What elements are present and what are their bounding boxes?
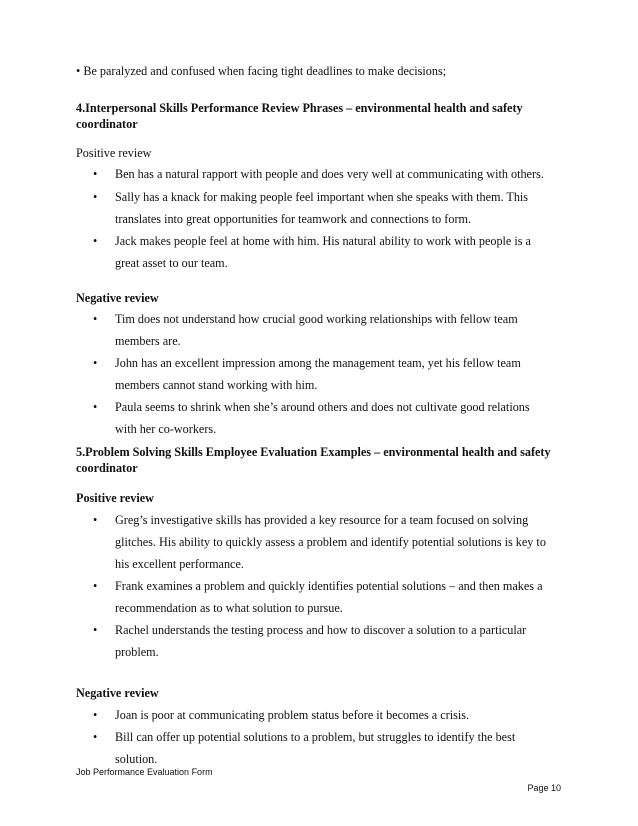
section-5-positive-label: Positive review bbox=[76, 491, 154, 505]
bullet-icon: • bbox=[93, 730, 98, 744]
bullet-icon: • bbox=[93, 356, 98, 370]
list-item-cont: glitches. His ability to quickly assess a problem and identify potential solutions is key to bbox=[115, 535, 546, 549]
list-item: Paula seems to shrink when she’s around others and does not cultivate good relations bbox=[115, 400, 530, 414]
section-5-heading-cont: coordinator bbox=[76, 461, 138, 475]
bullet-icon: • bbox=[93, 234, 98, 248]
list-item: Greg’s investigative skills has provided a key resource for a team focused on solving bbox=[115, 513, 529, 527]
list-item: Jack makes people feel at home with him. His natural ability to work with people is a bbox=[115, 234, 531, 248]
bullet-icon: • bbox=[93, 167, 98, 181]
list-item: Ben has a natural rapport with people and does very well at communicating with others. bbox=[115, 167, 544, 181]
list-item: Sally has a knack for making people feel important when she speaks with them. This bbox=[115, 190, 529, 204]
bullet-icon: • bbox=[93, 513, 98, 527]
bullet-icon: • bbox=[93, 708, 98, 722]
section-4-negative-label: Negative review bbox=[76, 291, 159, 305]
section-4-heading: 4.Interpersonal Skills Performance Review Phrases – environmental health and safety bbox=[76, 101, 523, 115]
list-item: Frank examines a problem and quickly identifies potential solutions – and then makes a bbox=[115, 579, 543, 593]
intro-bullet: • Be paralyzed and confused when facing tight deadlines to make decisions; bbox=[76, 64, 447, 78]
bullet-icon: • bbox=[93, 190, 98, 204]
bullet-icon: • bbox=[93, 312, 98, 326]
footer-title: Job Performance Evaluation Form bbox=[76, 767, 213, 777]
section-5-negative-label: Negative review bbox=[76, 686, 159, 700]
list-item: Rachel understands the testing process and how to discover a solution to a particular bbox=[115, 623, 527, 637]
list-item: John has an excellent impression among the management team, yet his fellow team bbox=[115, 356, 521, 370]
section-5-heading: 5.Problem Solving Skills Employee Evaluation Examples – environmental health and safety bbox=[76, 445, 551, 459]
page-number: Page 10 bbox=[527, 783, 561, 793]
section-4-positive-label: Positive review bbox=[76, 146, 152, 160]
list-item-cont: problem. bbox=[115, 645, 159, 659]
bullet-icon: • bbox=[93, 579, 98, 593]
list-item-cont: translates into great opportunities for teamwork and connections to form. bbox=[115, 212, 472, 226]
list-item-cont: solution. bbox=[115, 752, 158, 766]
list-item-cont: great asset to our team. bbox=[115, 256, 228, 270]
list-item-cont: members cannot stand working with him. bbox=[115, 378, 318, 392]
list-item-cont: his excellent performance. bbox=[115, 557, 244, 571]
list-item: Tim does not understand how crucial good working relationships with fellow team bbox=[115, 312, 518, 326]
list-item: Joan is poor at communicating problem status before it becomes a crisis. bbox=[115, 708, 470, 722]
list-item-cont: with her co-workers. bbox=[115, 422, 217, 436]
bullet-icon: • bbox=[93, 623, 98, 637]
bullet-icon: • bbox=[93, 400, 98, 414]
list-item-cont: recommendation as to what solution to pursue. bbox=[115, 601, 343, 615]
list-item: Bill can offer up potential solutions to a problem, but struggles to identify the best bbox=[115, 730, 516, 744]
list-item-cont: members are. bbox=[115, 334, 181, 348]
section-4-heading-cont: coordinator bbox=[76, 117, 138, 131]
